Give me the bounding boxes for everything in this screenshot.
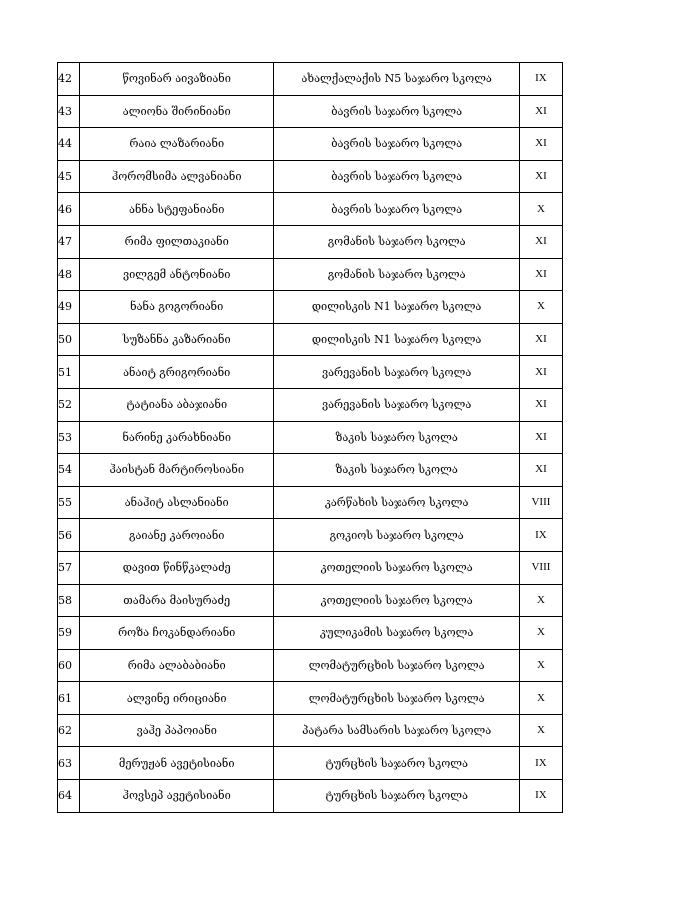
row-number: 58 <box>58 584 80 617</box>
table-row <box>58 649 563 682</box>
school-name: ზაკის საჯარო სკოლა <box>274 454 519 487</box>
table-row <box>58 714 563 747</box>
participant-name: ალიონა შირინიანი <box>80 95 274 128</box>
row-number: 61 <box>58 682 80 715</box>
participant-name: ჰოვსეპ ავეტისიანი <box>80 780 274 813</box>
row-number: 56 <box>58 519 80 552</box>
participants-table-body <box>58 63 563 813</box>
table-row <box>58 291 563 324</box>
row-number: 46 <box>58 193 80 226</box>
grade-level: XI <box>519 388 562 421</box>
school-name: ახალქალაქის N5 საჯარო სკოლა <box>274 63 519 96</box>
participant-name: რაია ლაზარიანი <box>80 128 274 161</box>
table-row <box>58 519 563 552</box>
grade-level: XI <box>519 454 562 487</box>
row-number: 51 <box>58 356 80 389</box>
school-name: ვარევანის საჯარო სკოლა <box>274 356 519 389</box>
row-number: 59 <box>58 617 80 650</box>
row-number: 52 <box>58 388 80 421</box>
school-name: ვარევანის საჯარო სკოლა <box>274 388 519 421</box>
grade-level: X <box>519 291 562 324</box>
participant-name: დავით წინწკალაძე <box>80 551 274 584</box>
row-number: 47 <box>58 225 80 258</box>
grade-level: X <box>519 649 562 682</box>
school-name: პატარა სამსარის საჯარო სკოლა <box>274 714 519 747</box>
participant-name: ანაჰიტ ასლანიანი <box>80 486 274 519</box>
participant-name: ნარინე კარახნიანი <box>80 421 274 454</box>
school-name: გომანის საჯარო სკოლა <box>274 225 519 258</box>
table-row <box>58 356 563 389</box>
table-row <box>58 421 563 454</box>
participant-name: რიმა ფილთაკიანი <box>80 225 274 258</box>
school-name: კარწახის საჯარო სკოლა <box>274 486 519 519</box>
school-name: დილისკის N1 საჯარო სკოლა <box>274 291 519 324</box>
row-number: 63 <box>58 747 80 780</box>
school-name: ტურცხის საჯარო სკოლა <box>274 780 519 813</box>
participant-name: გაიანე კაროიანი <box>80 519 274 552</box>
school-name: დილისკის N1 საჯარო სკოლა <box>274 323 519 356</box>
grade-level: XI <box>519 160 562 193</box>
grade-level: X <box>519 714 562 747</box>
participant-name: ვაჰე პაპოიანი <box>80 714 274 747</box>
row-number: 50 <box>58 323 80 356</box>
participant-name: მერუჟან ავეტისიანი <box>80 747 274 780</box>
table-row <box>58 323 563 356</box>
school-name: კულიკამის საჯარო სკოლა <box>274 617 519 650</box>
grade-level: IX <box>519 519 562 552</box>
participant-name: რიმა ალაბაბიანი <box>80 649 274 682</box>
table-row <box>58 617 563 650</box>
row-number: 45 <box>58 160 80 193</box>
participant-name: ანაიტ გრიგორიანი <box>80 356 274 389</box>
participant-name: ჰორომსიმა ალვანიანი <box>80 160 274 193</box>
grade-level: XI <box>519 95 562 128</box>
grade-level: VIII <box>519 551 562 584</box>
grade-level: XI <box>519 258 562 291</box>
school-name: ბავრის საჯარო სკოლა <box>274 128 519 161</box>
school-name: ლომატურცხის საჯარო სკოლა <box>274 649 519 682</box>
grade-level: XI <box>519 356 562 389</box>
grade-level: IX <box>519 780 562 813</box>
participant-name: ვილგემ ანტონიანი <box>80 258 274 291</box>
grade-level: X <box>519 682 562 715</box>
row-number: 64 <box>58 780 80 813</box>
row-number: 53 <box>58 421 80 454</box>
table-row <box>58 95 563 128</box>
school-name: ლომატურცხის საჯარო სკოლა <box>274 682 519 715</box>
row-number: 43 <box>58 95 80 128</box>
table-row <box>58 682 563 715</box>
table-row <box>58 551 563 584</box>
table-row <box>58 584 563 617</box>
row-number: 49 <box>58 291 80 324</box>
grade-level: XI <box>519 128 562 161</box>
participant-name: თამარა მაისურაძე <box>80 584 274 617</box>
participant-name: ალვინე ირიციანი <box>80 682 274 715</box>
grade-level: XI <box>519 421 562 454</box>
school-name: კოთელიის საჯარო სკოლა <box>274 551 519 584</box>
school-name: ბავრის საჯარო სკოლა <box>274 160 519 193</box>
grade-level: X <box>519 193 562 226</box>
school-name: ზაკის საჯარო სკოლა <box>274 421 519 454</box>
participant-name: ტატიანა აბაჯიანი <box>80 388 274 421</box>
participant-name: ანნა სტეფანიანი <box>80 193 274 226</box>
table-row <box>58 486 563 519</box>
row-number: 44 <box>58 128 80 161</box>
participant-name: წოვინარ აივაზიანი <box>80 63 274 96</box>
grade-level: X <box>519 617 562 650</box>
table-row <box>58 63 563 96</box>
row-number: 60 <box>58 649 80 682</box>
table-row <box>58 128 563 161</box>
table-row <box>58 747 563 780</box>
table-row <box>58 258 563 291</box>
participant-name: ნანა გოგორიანი <box>80 291 274 324</box>
participant-name: ჰაისტან მარტიროსიანი <box>80 454 274 487</box>
row-number: 57 <box>58 551 80 584</box>
row-number: 48 <box>58 258 80 291</box>
participants-table <box>57 62 563 813</box>
school-name: კოთელიის საჯარო სკოლა <box>274 584 519 617</box>
row-number: 42 <box>58 63 80 96</box>
school-name: გოკიოს საჯარო სკოლა <box>274 519 519 552</box>
school-name: ტურცხის საჯარო სკოლა <box>274 747 519 780</box>
grade-level: X <box>519 584 562 617</box>
table-row <box>58 225 563 258</box>
school-name: ბავრის საჯარო სკოლა <box>274 193 519 226</box>
table-row <box>58 780 563 813</box>
row-number: 55 <box>58 486 80 519</box>
table-row <box>58 454 563 487</box>
grade-level: XI <box>519 225 562 258</box>
row-number: 62 <box>58 714 80 747</box>
grade-level: IX <box>519 63 562 96</box>
grade-level: XI <box>519 323 562 356</box>
participant-name: სუზანნა კაზარიანი <box>80 323 274 356</box>
table-row <box>58 193 563 226</box>
row-number: 54 <box>58 454 80 487</box>
participant-name: როზა ჩოკანდარიანი <box>80 617 274 650</box>
grade-level: IX <box>519 747 562 780</box>
table-row <box>58 388 563 421</box>
grade-level: VIII <box>519 486 562 519</box>
school-name: გომანის საჯარო სკოლა <box>274 258 519 291</box>
table-row <box>58 160 563 193</box>
school-name: ბავრის საჯარო სკოლა <box>274 95 519 128</box>
